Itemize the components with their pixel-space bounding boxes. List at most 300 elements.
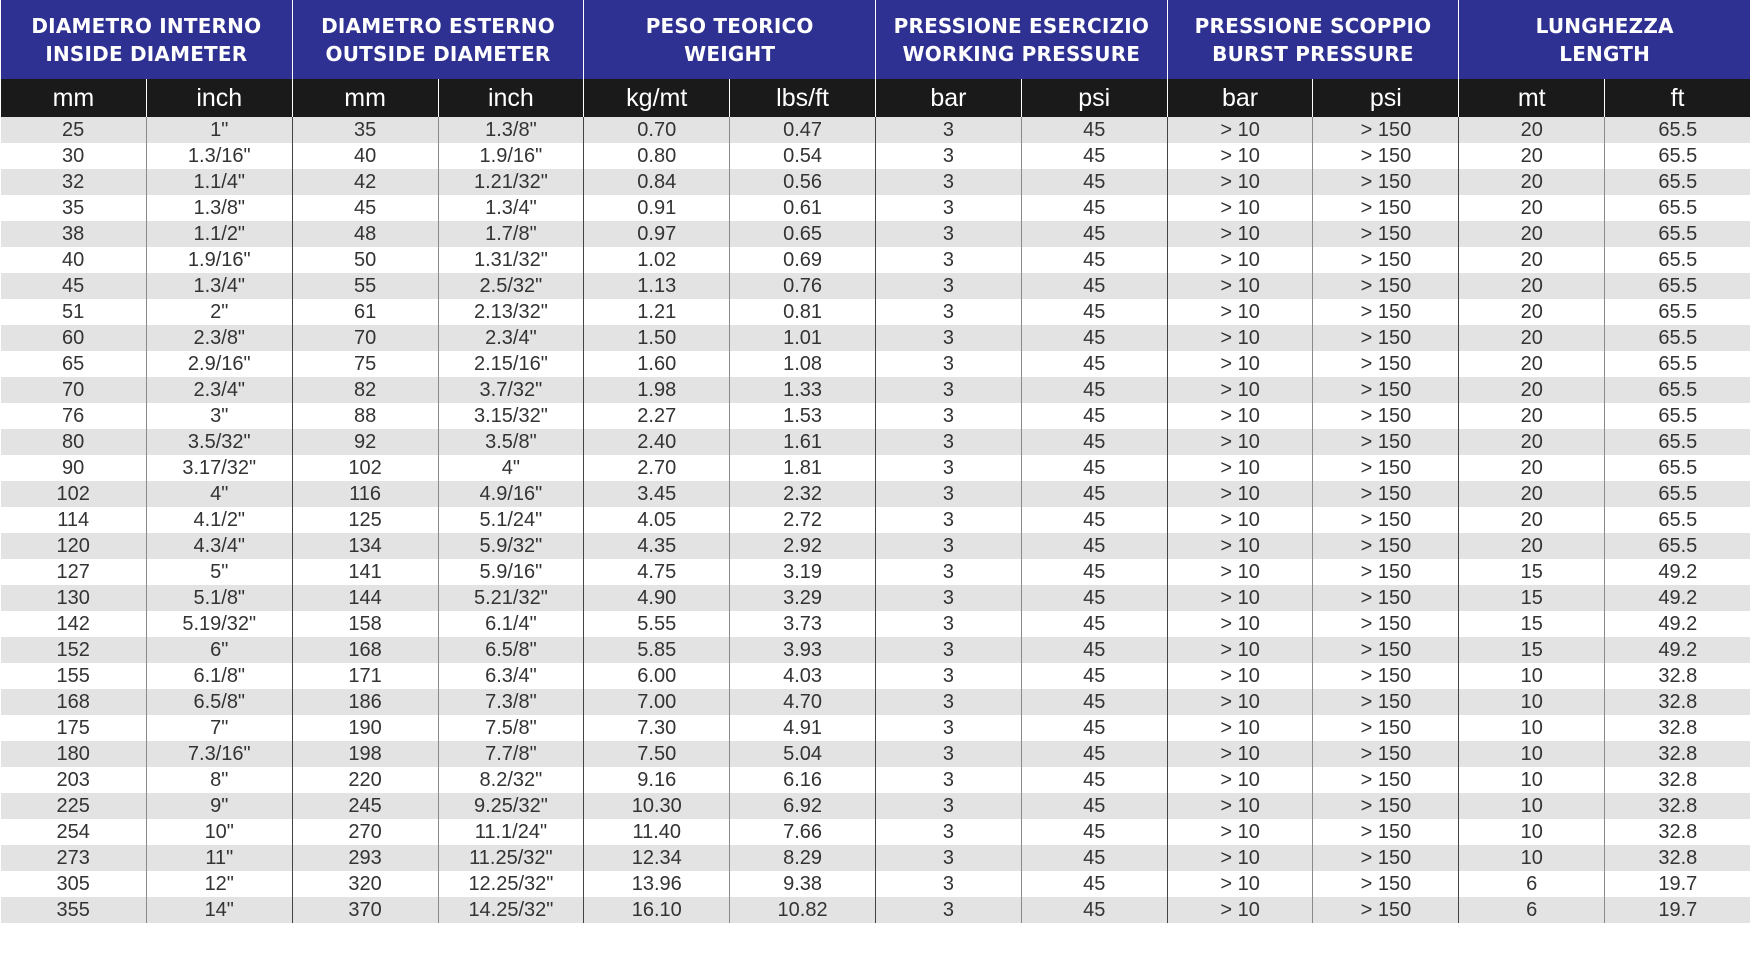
table-cell: 65.5: [1605, 143, 1750, 169]
table-cell: > 10: [1167, 663, 1313, 689]
table-cell: > 10: [1167, 741, 1313, 767]
table-cell: 155: [1, 663, 147, 689]
table-cell: 4.75: [584, 559, 730, 585]
table-cell: 320: [292, 871, 438, 897]
table-cell: 65.5: [1605, 325, 1750, 351]
unit-header: bar: [1167, 79, 1313, 117]
table-row: [1, 273, 1750, 299]
table-cell: 3: [876, 377, 1022, 403]
table-cell: 2.13/32": [438, 299, 584, 325]
table-cell: 12": [146, 871, 292, 897]
table-cell: 3: [876, 585, 1022, 611]
table-cell: > 10: [1167, 377, 1313, 403]
table-cell: 3: [876, 663, 1022, 689]
table-cell: > 150: [1313, 819, 1459, 845]
table-cell: 65.5: [1605, 455, 1750, 481]
table-cell: 19.7: [1605, 871, 1750, 897]
table-cell: 15: [1459, 611, 1605, 637]
table-cell: 0.56: [730, 169, 876, 195]
table-cell: 5.9/16": [438, 559, 584, 585]
table-cell: > 10: [1167, 819, 1313, 845]
table-cell: 5": [146, 559, 292, 585]
table-cell: 20: [1459, 481, 1605, 507]
header-it-label: DIAMETRO INTERNO: [31, 13, 262, 38]
table-cell: > 10: [1167, 559, 1313, 585]
table-cell: 8.2/32": [438, 767, 584, 793]
table-cell: 45: [1021, 117, 1167, 143]
table-cell: > 150: [1313, 689, 1459, 715]
table-cell: 4.91: [730, 715, 876, 741]
table-cell: 305: [1, 871, 147, 897]
unit-header: bar: [876, 79, 1022, 117]
table-cell: 0.65: [730, 221, 876, 247]
table-cell: 65.5: [1605, 403, 1750, 429]
table-row: [1, 507, 1750, 533]
table-cell: 32.8: [1605, 741, 1750, 767]
table-cell: 3: [876, 533, 1022, 559]
header-it-label: LUNGHEZZA: [1535, 13, 1674, 38]
table-cell: > 10: [1167, 533, 1313, 559]
table-cell: 45: [1021, 221, 1167, 247]
table-cell: 20: [1459, 273, 1605, 299]
table-cell: 4": [146, 481, 292, 507]
table-cell: 20: [1459, 299, 1605, 325]
table-cell: 125: [292, 507, 438, 533]
table-cell: > 150: [1313, 481, 1459, 507]
table-cell: 10: [1459, 689, 1605, 715]
table-cell: 1.1/4": [146, 169, 292, 195]
table-cell: 20: [1459, 455, 1605, 481]
table-cell: > 10: [1167, 429, 1313, 455]
table-cell: 45: [1021, 377, 1167, 403]
table-cell: 45: [1021, 845, 1167, 871]
table-cell: 19.7: [1605, 897, 1750, 923]
table-cell: 10.30: [584, 793, 730, 819]
table-row: [1, 169, 1750, 195]
table-cell: > 10: [1167, 455, 1313, 481]
table-cell: 65.5: [1605, 377, 1750, 403]
table-cell: 3.45: [584, 481, 730, 507]
table-cell: 25: [1, 117, 147, 143]
table-cell: 1.3/4": [146, 273, 292, 299]
table-cell: 7.7/8": [438, 741, 584, 767]
table-cell: 3.5/32": [146, 429, 292, 455]
table-cell: 65.5: [1605, 299, 1750, 325]
table-cell: 4.70: [730, 689, 876, 715]
table-row: [1, 247, 1750, 273]
table-cell: > 10: [1167, 169, 1313, 195]
table-cell: 3: [876, 689, 1022, 715]
table-cell: 3: [876, 715, 1022, 741]
table-cell: 3: [876, 637, 1022, 663]
table-cell: 11": [146, 845, 292, 871]
unit-header: mm: [1, 79, 147, 117]
table-cell: > 150: [1313, 403, 1459, 429]
table-cell: 168: [292, 637, 438, 663]
header-weight: [584, 0, 876, 79]
table-cell: 254: [1, 819, 147, 845]
table-cell: 32.8: [1605, 663, 1750, 689]
table-cell: 76: [1, 403, 147, 429]
table-cell: 1": [146, 117, 292, 143]
table-cell: 5.9/32": [438, 533, 584, 559]
table-cell: 9.38: [730, 871, 876, 897]
table-cell: 1.61: [730, 429, 876, 455]
table-cell: 1.21/32": [438, 169, 584, 195]
table-row: [1, 793, 1750, 819]
table-cell: 20: [1459, 533, 1605, 559]
header-length: [1459, 0, 1750, 79]
table-cell: 1.01: [730, 325, 876, 351]
table-cell: 3.73: [730, 611, 876, 637]
table-cell: 60: [1, 325, 147, 351]
table-cell: 3: [876, 845, 1022, 871]
table-cell: 0.81: [730, 299, 876, 325]
header-en-label: INSIDE DIAMETER: [45, 41, 248, 66]
table-cell: 225: [1, 793, 147, 819]
table-cell: 4.35: [584, 533, 730, 559]
header-it-label: PESO TEORICO: [645, 13, 814, 38]
table-cell: > 150: [1313, 377, 1459, 403]
table-cell: > 10: [1167, 299, 1313, 325]
table-cell: 2.70: [584, 455, 730, 481]
table-cell: > 150: [1313, 429, 1459, 455]
table-cell: 3: [876, 767, 1022, 793]
table-cell: 102: [292, 455, 438, 481]
table-cell: > 150: [1313, 117, 1459, 143]
table-cell: 9.25/32": [438, 793, 584, 819]
table-row: [1, 429, 1750, 455]
table-cell: 273: [1, 845, 147, 871]
table-cell: 13.96: [584, 871, 730, 897]
table-cell: 2.3/4": [146, 377, 292, 403]
table-cell: 0.97: [584, 221, 730, 247]
table-cell: > 150: [1313, 637, 1459, 663]
table-cell: 65.5: [1605, 117, 1750, 143]
header-en-label: WORKING PRESSURE: [902, 41, 1141, 66]
table-cell: 1.9/16": [146, 247, 292, 273]
table-cell: 88: [292, 403, 438, 429]
table-cell: 65.5: [1605, 169, 1750, 195]
table-cell: 0.47: [730, 117, 876, 143]
table-cell: 3: [876, 273, 1022, 299]
table-cell: 45: [1021, 611, 1167, 637]
table-row: [1, 143, 1750, 169]
table-cell: > 10: [1167, 221, 1313, 247]
table-row: [1, 221, 1750, 247]
table-cell: 3: [876, 195, 1022, 221]
table-cell: 1.9/16": [438, 143, 584, 169]
table-cell: 65.5: [1605, 247, 1750, 273]
table-cell: 20: [1459, 403, 1605, 429]
table-cell: > 150: [1313, 611, 1459, 637]
table-cell: 32.8: [1605, 793, 1750, 819]
table-cell: 45: [1021, 481, 1167, 507]
table-cell: 70: [1, 377, 147, 403]
table-cell: 370: [292, 897, 438, 923]
table-body: [1, 117, 1750, 923]
table-cell: 20: [1459, 247, 1605, 273]
header-en-label: OUTSIDE DIAMETER: [325, 41, 551, 66]
table-cell: 4.03: [730, 663, 876, 689]
table-cell: 116: [292, 481, 438, 507]
table-cell: 45: [1021, 871, 1167, 897]
table-cell: 42: [292, 169, 438, 195]
table-cell: 45: [1021, 819, 1167, 845]
table-cell: 3.17/32": [146, 455, 292, 481]
table-cell: 10": [146, 819, 292, 845]
unit-header: inch: [438, 79, 584, 117]
table-cell: 1.3/8": [438, 117, 584, 143]
table-cell: 45: [1021, 689, 1167, 715]
table-cell: 3.19: [730, 559, 876, 585]
table-cell: > 150: [1313, 507, 1459, 533]
table-cell: 114: [1, 507, 147, 533]
table-cell: 2.9/16": [146, 351, 292, 377]
header-it-label: PRESSIONE ESERCIZIO: [893, 13, 1150, 38]
table-cell: 1.33: [730, 377, 876, 403]
table-cell: > 150: [1313, 325, 1459, 351]
table-row: [1, 195, 1750, 221]
table-cell: 6: [1459, 897, 1605, 923]
table-cell: 0.84: [584, 169, 730, 195]
table-cell: > 10: [1167, 481, 1313, 507]
table-row: [1, 819, 1750, 845]
table-cell: > 10: [1167, 247, 1313, 273]
table-cell: > 150: [1313, 299, 1459, 325]
header-en-label: WEIGHT: [684, 41, 776, 66]
table-cell: > 10: [1167, 403, 1313, 429]
table-cell: 180: [1, 741, 147, 767]
unit-header: lbs/ft: [730, 79, 876, 117]
table-cell: 355: [1, 897, 147, 923]
table-cell: 5.21/32": [438, 585, 584, 611]
table-cell: 35: [292, 117, 438, 143]
table-cell: 20: [1459, 507, 1605, 533]
table-cell: > 10: [1167, 117, 1313, 143]
table-cell: 3: [876, 117, 1022, 143]
table-cell: 61: [292, 299, 438, 325]
table-cell: > 150: [1313, 741, 1459, 767]
table-cell: > 150: [1313, 845, 1459, 871]
table-cell: 3: [876, 507, 1022, 533]
table-cell: 49.2: [1605, 611, 1750, 637]
header-en-label: LENGTH: [1559, 41, 1651, 66]
table-cell: 130: [1, 585, 147, 611]
table-cell: > 10: [1167, 273, 1313, 299]
table-cell: 3: [876, 169, 1022, 195]
table-row: [1, 117, 1750, 143]
table-cell: 1.3/8": [146, 195, 292, 221]
table-cell: 1.98: [584, 377, 730, 403]
table-cell: 2.15/16": [438, 351, 584, 377]
table-cell: 270: [292, 819, 438, 845]
table-cell: 3: [876, 143, 1022, 169]
table-cell: 1.3/4": [438, 195, 584, 221]
table-cell: 3: [876, 871, 1022, 897]
table-cell: 65.5: [1605, 533, 1750, 559]
table-cell: 15: [1459, 585, 1605, 611]
table-cell: 20: [1459, 377, 1605, 403]
table-cell: 245: [292, 793, 438, 819]
unit-header: ft: [1605, 79, 1750, 117]
table-cell: 20: [1459, 117, 1605, 143]
table-cell: 4.05: [584, 507, 730, 533]
table-cell: 45: [1021, 533, 1167, 559]
table-cell: > 10: [1167, 143, 1313, 169]
table-cell: > 10: [1167, 845, 1313, 871]
table-cell: 32.8: [1605, 845, 1750, 871]
table-cell: 3: [876, 403, 1022, 429]
table-cell: > 150: [1313, 897, 1459, 923]
table-cell: > 10: [1167, 585, 1313, 611]
table-row: [1, 325, 1750, 351]
table-cell: 45: [1021, 351, 1167, 377]
table-cell: 220: [292, 767, 438, 793]
table-cell: 45: [1021, 793, 1167, 819]
table-cell: 141: [292, 559, 438, 585]
table-cell: 0.91: [584, 195, 730, 221]
table-cell: 7.50: [584, 741, 730, 767]
table-row: [1, 533, 1750, 559]
table-cell: 20: [1459, 195, 1605, 221]
unit-header: mm: [292, 79, 438, 117]
table-cell: 0.70: [584, 117, 730, 143]
table-row: [1, 585, 1750, 611]
table-cell: 3.29: [730, 585, 876, 611]
table-cell: 45: [1021, 559, 1167, 585]
table-cell: 102: [1, 481, 147, 507]
table-row: [1, 897, 1750, 923]
table-cell: 3": [146, 403, 292, 429]
table-cell: 10: [1459, 715, 1605, 741]
table-cell: 65: [1, 351, 147, 377]
table-cell: 65.5: [1605, 429, 1750, 455]
table-cell: 45: [1021, 663, 1167, 689]
table-cell: 2.27: [584, 403, 730, 429]
table-cell: 45: [1021, 741, 1167, 767]
table-cell: 45: [1021, 767, 1167, 793]
table-cell: 20: [1459, 325, 1605, 351]
table-row: [1, 741, 1750, 767]
table-cell: > 150: [1313, 871, 1459, 897]
table-cell: 2.5/32": [438, 273, 584, 299]
table-cell: 30: [1, 143, 147, 169]
table-cell: 11.40: [584, 819, 730, 845]
table-cell: 190: [292, 715, 438, 741]
table-cell: 48: [292, 221, 438, 247]
table-cell: 65.5: [1605, 221, 1750, 247]
table-cell: 2.3/4": [438, 325, 584, 351]
table-cell: 6.5/8": [146, 689, 292, 715]
table-cell: 7.3/8": [438, 689, 584, 715]
table-cell: 6.5/8": [438, 637, 584, 663]
table-cell: > 150: [1313, 533, 1459, 559]
table-cell: 92: [292, 429, 438, 455]
table-cell: 40: [292, 143, 438, 169]
table-cell: 49.2: [1605, 559, 1750, 585]
table-cell: 10: [1459, 819, 1605, 845]
table-cell: 65.5: [1605, 351, 1750, 377]
table-cell: 1.02: [584, 247, 730, 273]
table-cell: 65.5: [1605, 195, 1750, 221]
table-cell: 90: [1, 455, 147, 481]
table-cell: 45: [1021, 429, 1167, 455]
table-row: [1, 455, 1750, 481]
table-cell: 6.92: [730, 793, 876, 819]
table-cell: 11.25/32": [438, 845, 584, 871]
table-cell: 134: [292, 533, 438, 559]
table-cell: 7.5/8": [438, 715, 584, 741]
table-cell: 20: [1459, 429, 1605, 455]
table-row: [1, 845, 1750, 871]
table-cell: 70: [292, 325, 438, 351]
table-cell: 1.7/8": [438, 221, 584, 247]
table-cell: 2": [146, 299, 292, 325]
table-cell: 3.15/32": [438, 403, 584, 429]
table-cell: 45: [1021, 169, 1167, 195]
table-cell: 32.8: [1605, 689, 1750, 715]
table-cell: 20: [1459, 351, 1605, 377]
table-cell: 12.34: [584, 845, 730, 871]
table-cell: 3: [876, 299, 1022, 325]
unit-header: psi: [1313, 79, 1459, 117]
table-cell: 49.2: [1605, 585, 1750, 611]
table-cell: 7.00: [584, 689, 730, 715]
table-cell: 12.25/32": [438, 871, 584, 897]
table-cell: 4.90: [584, 585, 730, 611]
table-cell: 1.13: [584, 273, 730, 299]
table-cell: > 150: [1313, 195, 1459, 221]
table-cell: 10: [1459, 741, 1605, 767]
table-cell: 45: [1021, 403, 1167, 429]
table-cell: 35: [1, 195, 147, 221]
table-cell: 45: [1021, 247, 1167, 273]
table-cell: > 10: [1167, 767, 1313, 793]
table-cell: 4.9/16": [438, 481, 584, 507]
table-cell: > 10: [1167, 897, 1313, 923]
table-cell: 3.93: [730, 637, 876, 663]
table-cell: > 10: [1167, 715, 1313, 741]
table-cell: 7.66: [730, 819, 876, 845]
table-cell: > 10: [1167, 689, 1313, 715]
table-cell: 9.16: [584, 767, 730, 793]
unit-header: inch: [146, 79, 292, 117]
table-cell: 20: [1459, 221, 1605, 247]
table-cell: > 150: [1313, 793, 1459, 819]
table-cell: 32: [1, 169, 147, 195]
table-cell: 45: [1021, 715, 1167, 741]
table-cell: 80: [1, 429, 147, 455]
table-cell: 3: [876, 819, 1022, 845]
table-row: [1, 299, 1750, 325]
table-cell: 1.1/2": [146, 221, 292, 247]
table-cell: 38: [1, 221, 147, 247]
table-cell: 1.21: [584, 299, 730, 325]
table-cell: 6.16: [730, 767, 876, 793]
table-cell: 1.31/32": [438, 247, 584, 273]
table-cell: 3: [876, 221, 1022, 247]
table-cell: > 10: [1167, 351, 1313, 377]
table-cell: 5.1/24": [438, 507, 584, 533]
table-cell: 15: [1459, 559, 1605, 585]
table-cell: 45: [1021, 585, 1167, 611]
table-cell: > 150: [1313, 273, 1459, 299]
table-cell: 0.76: [730, 273, 876, 299]
table-cell: 3: [876, 793, 1022, 819]
table-cell: 2.32: [730, 481, 876, 507]
table-row: [1, 715, 1750, 741]
